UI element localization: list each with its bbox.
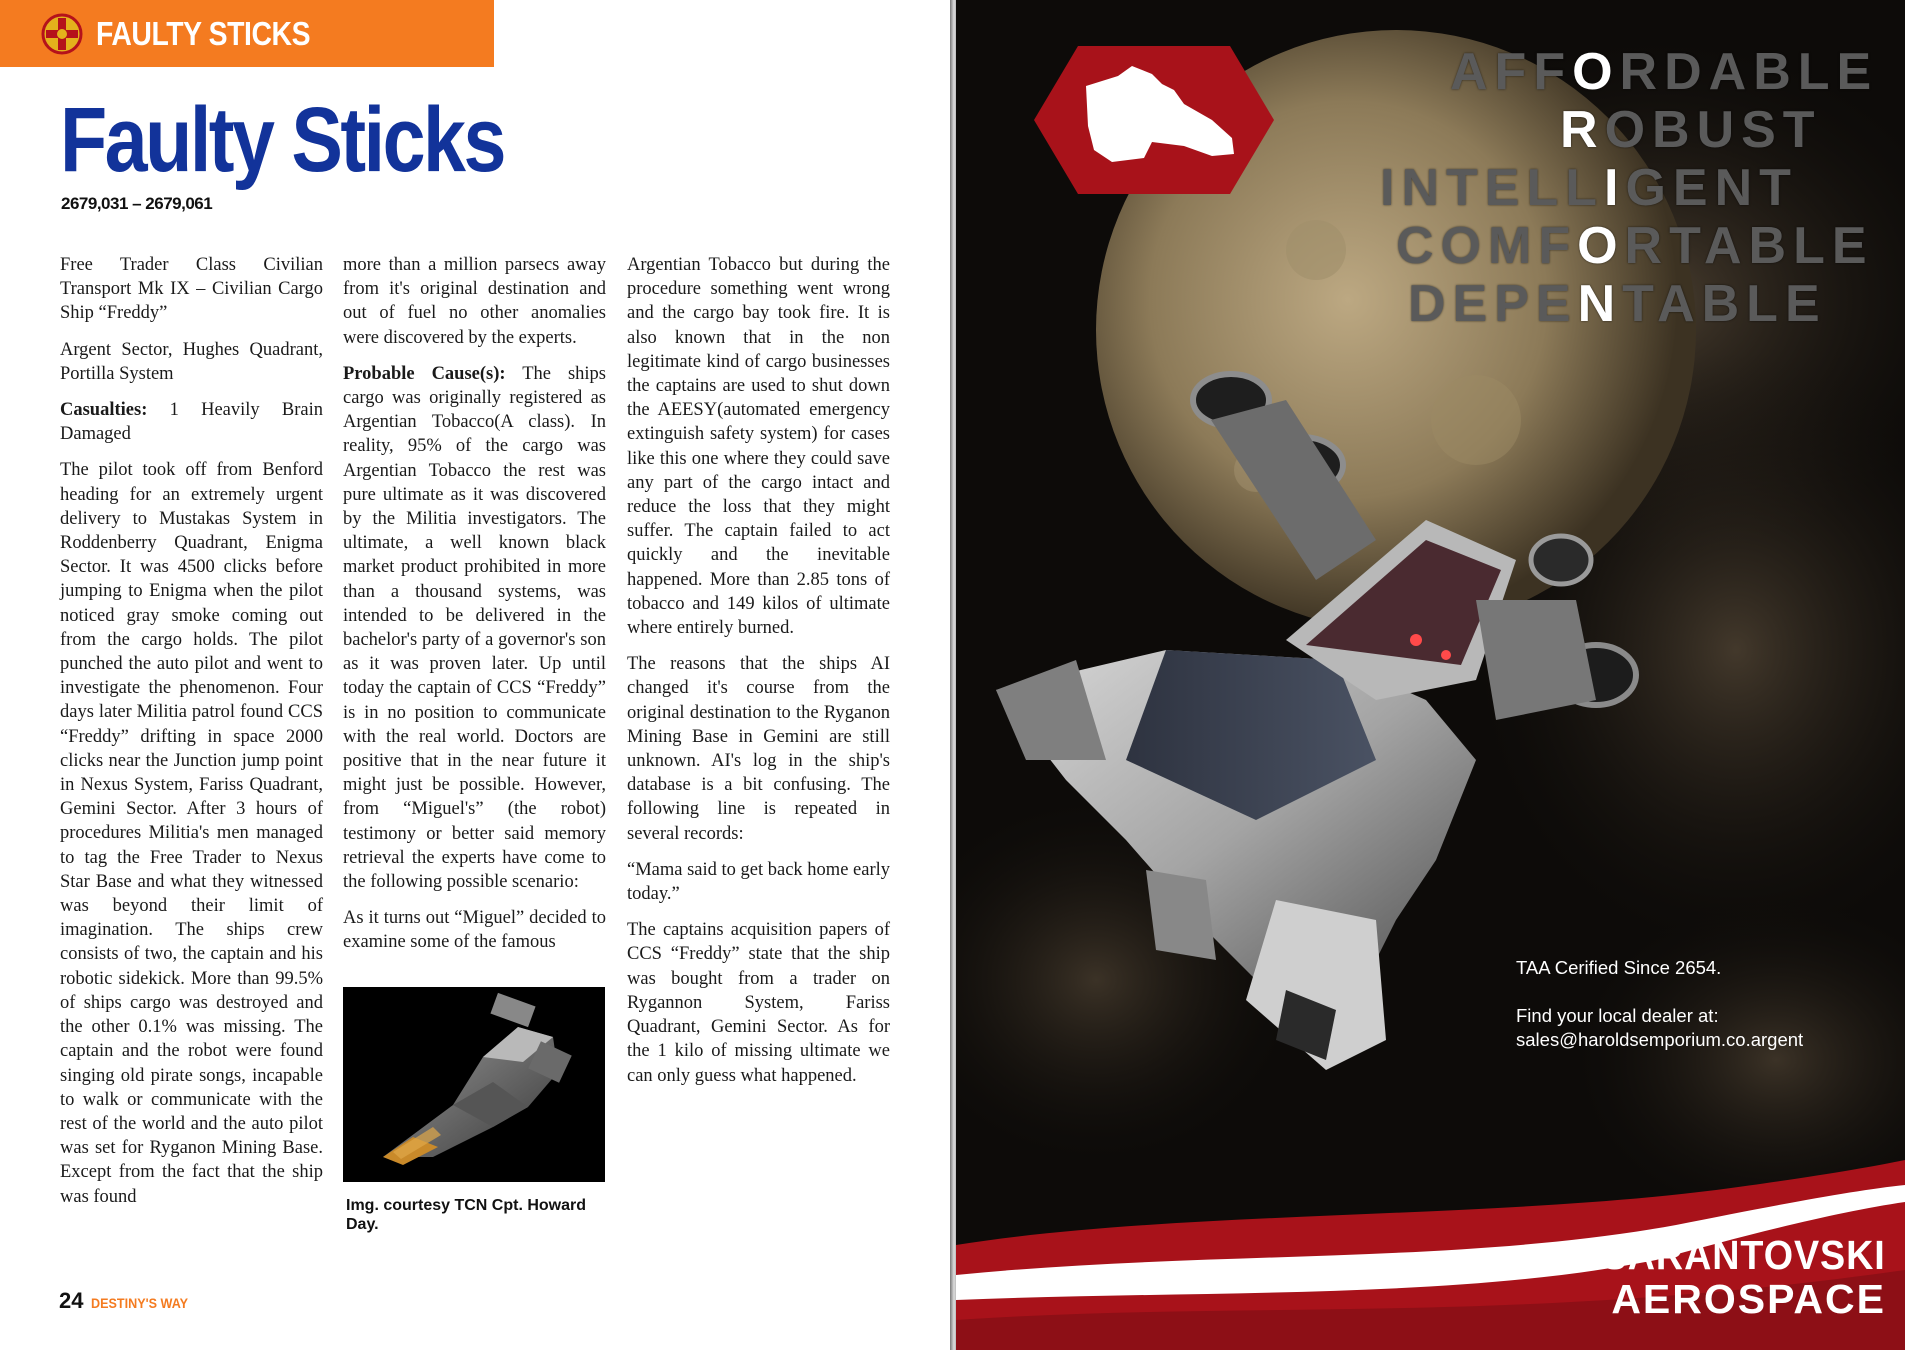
paragraph: The reasons that the ships AI changed it's course from the original destination to the Ryganon Mining Base in Gemini are still unknown. AI's log in the ship's database is a bit confusing. The following line is repeated in several records: <box>627 654 890 844</box>
advertisement-page <box>956 0 1905 1350</box>
paragraph: As it turns out “Miguel” decided to examine some of the famous <box>343 908 606 953</box>
ship-location: Argent Sector, Hughes Quadrant, Portilla System <box>60 339 323 384</box>
paragraph: The captains acquisition papers of CCS “Freddy” state that the ship was bought from a trader on Rygannon System, Fariss Quadrant, Gemini Sector. As for the 1 kilo of missing ultimate we can only guess what happened. <box>627 920 890 1086</box>
section-tab-label: FAULTY STICKS <box>96 14 311 52</box>
probable-cause-text: The ships cargo was originally registered as Argentian Tobacco(A class). In reality, 95% of the cargo was Argentian Tobacco the rest was pure ultimate as it was discovered by the Militia investigators. The ultimate, a well known black market product prohibited in more than a thousand systems, was intended to be delivered in the bachelor's party of a governor's son as it was proven later. Up until today the captain of CCS “Freddy” is in no position to communicate with the real world. Doctors are positive that in the near future it might just be possible. However, from “Miguel's” (the robot) testimony or better said memory retrieval the experts have come to the following possible scenario: <box>343 363 606 893</box>
ad-dealer-label: Find your local dealer at: <box>1516 1005 1719 1026</box>
slogan-word-comfortable: COMFORTABLE <box>1396 217 1874 275</box>
quote-paragraph: “Mama said to get back home early today.” <box>627 859 891 905</box>
cross-emblem-icon <box>40 12 84 56</box>
page-number: 24 <box>59 1288 84 1313</box>
slogan-word-intelligent: INTELLIGENT <box>1380 159 1798 217</box>
slogan-word-dependable: DEPENTABLE <box>1408 275 1827 333</box>
slogan-word-robust: ROBUST <box>1560 101 1822 159</box>
ad-slogan <box>956 0 1905 340</box>
article-column-1 <box>60 253 323 1221</box>
article-column-2 <box>343 253 606 967</box>
probable-cause-label: Probable Cause(s): <box>343 363 506 384</box>
paragraph: more than a million parsecs away from it's original destination and out of fuel no other anomalies were discovered by the experts. <box>343 255 606 348</box>
narrative-paragraph: The pilot took off from Benford heading for an extremely urgent delivery to Mustakas System in Roddenberry Quadrant, Enigma Sector. It was 4500 clicks before jumping to Enigma when the pilot noticed gray smoke coming out from the cargo holds. The pilot punched the auto pilot and went to investigate the phenomenon. Four days later Militia patrol found CCS “Freddy” drifting in space 2000 clicks near the Junction jump point in Nexus System, Fariss Quadrant, Gemini Sector. After 3 hours of procedures Militia's men managed to tag the Free Trader to Nexus Star Base and what they witnessed was beyond their limit of imagination. The ships crew consists of two, the captain and his robotic sidekick. More than 99.5% of ships cargo was destroyed and the other 0.1% was missing. The captain and the robot were found singing old pirate songs, incapable to walk or communicate with the rest of the world and the auto pilot was set for Ryganon Mining Base. Except from the fact that the ship was found <box>60 460 323 1207</box>
page-footer <box>59 1288 199 1314</box>
article-dates: 2679,031 – 2679,061 <box>61 194 213 213</box>
slogan-word-affordable: AFFORDABLE <box>1450 43 1879 101</box>
article-column-3 <box>627 253 890 1100</box>
ship-photo-art <box>343 987 605 1182</box>
ad-certification: TAA Cerified Since 2654. <box>1516 957 1722 978</box>
paragraph: Argentian Tobacco but during the procedure something went wrong and the cargo bay took fire. It is also known that in the non legitimate kind of cargo businesses the captains are used to shut down the AEESY(automated emergency extinguish safety system) for cases like this one where they could save any part of the cargo intact and reduce the loss that they might suffer. The captain failed to act quickly and the inevitable happened. More than 2.85 tons of tobacco and 149 kilos of ultimate where entirely burned. <box>627 255 890 639</box>
casualties <box>60 398 323 446</box>
casualties-value: 1 Heavily Brain Damaged <box>60 400 323 445</box>
photo-caption: Img. courtesy TCN Cpt. Howard Day. <box>346 1197 587 1233</box>
article-title: Faulty Sticks <box>60 89 504 191</box>
brand-name-line-2: AEROSPACE <box>1611 1276 1886 1322</box>
ship-description: Free Trader Class Civilian Transport Mk IX – Civilian Cargo Ship “Freddy” <box>60 255 323 324</box>
article-page <box>0 0 950 1350</box>
brand-name-line-1: SARANTOVSKI <box>1602 1232 1886 1278</box>
magazine-name: DESTINY'S WAY <box>91 1295 189 1311</box>
section-tab <box>0 0 494 67</box>
casualties-label: Casualties: <box>60 400 148 421</box>
probable-cause <box>343 362 606 894</box>
ad-dealer-email: sales@haroldsemporium.co.argent <box>1516 1029 1804 1050</box>
ship-photo <box>343 987 605 1182</box>
